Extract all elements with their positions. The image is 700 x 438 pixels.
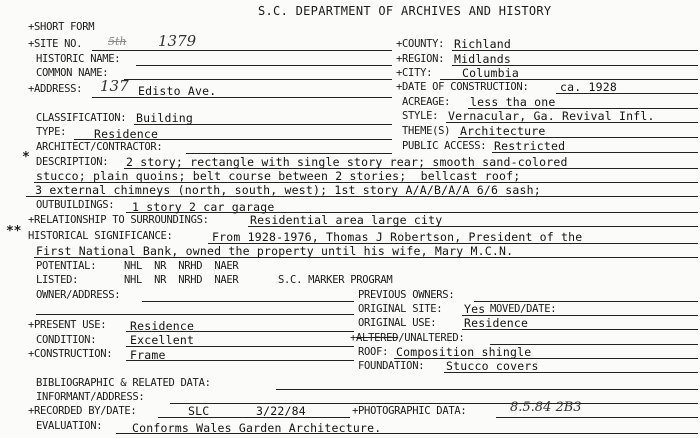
theme-value: Architecture: [460, 124, 546, 138]
county-label: +COUNTY:: [396, 38, 445, 50]
unaltered-text: /UNALTERED:: [398, 332, 465, 344]
double-asterisk: **: [6, 224, 22, 239]
style-label: STYLE:: [402, 110, 439, 122]
public-access-value: Restricted: [494, 139, 566, 153]
recorded-line: [158, 417, 350, 418]
description-label: DESCRIPTION:: [36, 156, 109, 168]
historical-significance-underline-2: [34, 257, 698, 258]
informant-line: [170, 403, 698, 404]
listed-options: NHL NR NRHD NAER: [124, 274, 239, 286]
moved-date-label: MOVED/DATE:: [490, 303, 557, 315]
present-use-label: +PRESENT USE:: [28, 319, 107, 331]
original-use-label: ORIGINAL USE:: [358, 317, 437, 329]
form-header: S.C. DEPARTMENT OF ARCHIVES AND HISTORY: [258, 4, 552, 18]
classification-value: Building: [136, 111, 193, 125]
acreage-label: ACREAGE:: [402, 96, 451, 108]
date-of-construction-line: [556, 93, 698, 94]
single-asterisk: *: [22, 150, 30, 165]
historical-significance-line-2: First National Bank, owned the property until his wife, Mary M.C.N.: [36, 244, 514, 258]
roof-label: ROOF:: [358, 346, 389, 358]
date-of-construction-label: +DATE OF CONSTRUCTION:: [396, 81, 529, 93]
roof-value: Composition shingle: [396, 345, 532, 359]
original-site-value: Yes: [464, 302, 486, 316]
owner-address-line: [142, 301, 354, 302]
foundation-label: FOUNDATION:: [358, 360, 425, 372]
evaluation-value: Conforms Wales Garden Architecture.: [132, 421, 382, 435]
address-label: +ADDRESS:: [28, 83, 83, 95]
historical-significance-label: HISTORICAL SIGNIFICANCE:: [28, 230, 173, 242]
region-value: Midlands: [454, 52, 511, 66]
county-line: [452, 50, 698, 51]
style-value: Vernacular, Ga. Revival Infl.: [448, 109, 655, 123]
classification-line: [134, 124, 392, 125]
type-value: Residence: [94, 127, 159, 141]
condition-value: Excellent: [130, 333, 195, 347]
photographic-data-label: +PHOTOGRAPHIC DATA:: [352, 405, 467, 417]
recorded-by-label: +RECORDED BY/DATE:: [28, 405, 137, 417]
public-access-line: [492, 152, 698, 153]
date-of-construction-value: ca. 1928: [560, 80, 617, 94]
roof-line: [394, 358, 698, 359]
description-line-3: 3 external chimneys (north, south, west); 1st story A/A/B/A/A 6/6 sash;: [28, 183, 541, 197]
type-line: [74, 139, 392, 140]
listed-label: LISTED:: [36, 274, 79, 286]
condition-label: CONDITION:: [36, 334, 97, 346]
city-label: +CITY:: [396, 67, 433, 79]
construction-label: +CONSTRUCTION:: [28, 348, 113, 360]
address-number: 137: [100, 77, 129, 95]
recorded-by-value: SLC: [188, 404, 210, 418]
present-use-line: [126, 331, 354, 332]
present-use-value: Residence: [130, 319, 195, 333]
photographic-line: [496, 417, 698, 418]
historic-name-line: [136, 65, 392, 66]
public-access-label: PUBLIC ACCESS:: [402, 140, 487, 152]
theme-line: [458, 137, 698, 138]
short-form-label: +SHORT FORM: [28, 21, 95, 33]
common-name-line: [124, 79, 392, 80]
condition-line: [126, 346, 354, 347]
relationship-value: Residential area large city: [250, 213, 443, 227]
evaluation-label: EVALUATION:: [36, 420, 103, 432]
city-value: Columbia: [462, 66, 519, 80]
original-site-label: ORIGINAL SITE:: [358, 303, 443, 315]
owner-address-line-2: [36, 314, 354, 315]
informant-label: INFORMANT/ADDRESS:: [36, 391, 145, 403]
previous-owners-line: [474, 301, 698, 302]
recorded-date-value: 3/22/84: [256, 404, 306, 418]
potential-label: POTENTIAL:: [36, 260, 97, 272]
foundation-line: [444, 372, 698, 373]
common-name-label: COMMON NAME:: [36, 67, 109, 79]
owner-address-label: OWNER/ADDRESS:: [36, 289, 121, 301]
address-line: [92, 97, 392, 98]
description-underline-3: [26, 196, 698, 197]
construction-value: Frame: [130, 348, 166, 362]
outbuildings-label: OUTBUILDINGS:: [36, 199, 115, 211]
potential-options: NHL NR NRHD NAER: [124, 260, 239, 272]
evaluation-line: [116, 433, 698, 434]
original-use-value: Residence: [464, 316, 529, 330]
site-no-label: +SITE NO.: [28, 38, 83, 50]
description-line-2: stucco; plain quoins; belt course between 2 stories; bellcast roof;: [36, 169, 521, 183]
photographic-data-value: 8.5.84 2B3: [510, 400, 582, 415]
site-no-value: 1379: [158, 32, 197, 50]
site-no-struck-value: 5th: [108, 35, 127, 48]
theme-label: THEME(S): [402, 125, 451, 137]
architect-line: [186, 153, 392, 154]
county-value: Richland: [454, 37, 511, 51]
foundation-value: Stucco covers: [446, 359, 539, 373]
region-label: +REGION:: [396, 53, 445, 65]
relationship-label: +RELATIONSHIP TO SURROUNDINGS:: [28, 214, 209, 226]
address-street: Edisto Ave.: [138, 84, 217, 98]
relationship-line: [248, 226, 698, 227]
historical-significance-line-1: From 1928-1976, Thomas J Robertson, President of the: [212, 230, 583, 244]
style-line: [446, 122, 698, 123]
outbuildings-value: 1 story 2 car garage: [132, 200, 275, 214]
altered-struck: ALTERED: [356, 332, 399, 344]
acreage-value: less tha one: [470, 95, 556, 109]
description-line-1: 2 story; rectangle with single story rear; smooth sand-colored: [126, 155, 568, 169]
bibliographic-label: BIBLIOGRAPHIC & RELATED DATA:: [36, 377, 211, 389]
bibliographic-line: [276, 389, 698, 390]
original-use-line: [462, 329, 698, 330]
classification-label: CLASSIFICATION:: [36, 112, 127, 124]
construction-line: [126, 360, 354, 361]
previous-owners-label: PREVIOUS OWNERS:: [358, 289, 455, 301]
architect-label: ARCHITECT/CONTRACTOR:: [36, 141, 163, 153]
altered-plus: +: [350, 332, 357, 344]
marker-program-label: S.C. MARKER PROGRAM: [278, 274, 393, 286]
altered-unaltered-label: [350, 332, 464, 344]
historic-name-label: HISTORIC NAME:: [36, 53, 121, 65]
site-no-line: [92, 50, 392, 51]
type-label: TYPE:: [36, 126, 67, 138]
